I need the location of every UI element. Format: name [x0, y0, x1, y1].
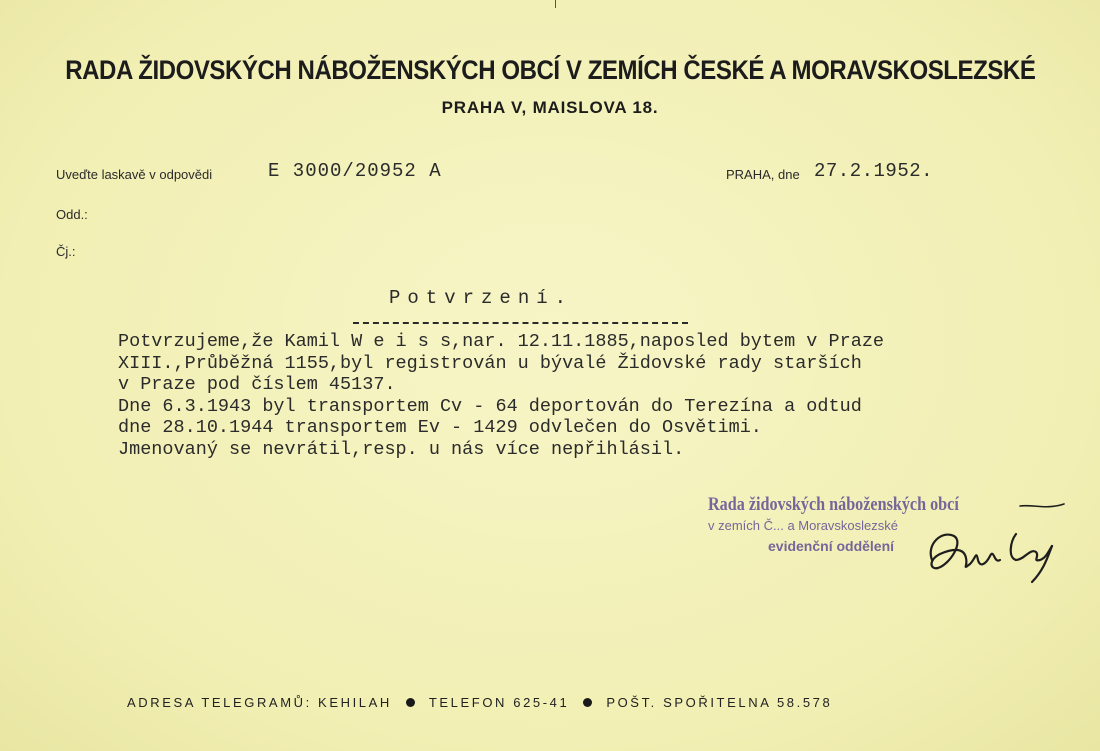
footer-telegram: ADRESA TELEGRAMŮ: KEHILAH — [127, 695, 392, 710]
document-body — [118, 331, 884, 460]
reference-label: Uveďte laskavě v odpovědi — [56, 167, 213, 182]
body-line: Jmenovaný se nevrátil,resp. u nás více nepřihlásil. — [118, 438, 685, 460]
bullet-icon — [406, 698, 415, 707]
footer-phone: TELEFON 625-41 — [428, 695, 570, 710]
letterhead-address: PRAHA V, MAISLOVA 18. — [441, 98, 659, 117]
stamp-line: Rada židovských náboženských obcí — [708, 494, 959, 515]
handwritten-signature — [920, 498, 1070, 588]
cj-label: Čj.: — [56, 244, 76, 259]
stamp-line: v zemích Č... a Moravskoslezské — [708, 518, 898, 533]
heading-underline — [353, 322, 688, 324]
body-line: XIII.,Průběžná 1155,byl registrován u bývalé Židovské rady starších — [118, 352, 862, 374]
date-label: PRAHA, dne — [726, 167, 800, 182]
body-line: Dne 6.3.1943 byl transportem Cv - 64 deportován do Terezína a odtud — [118, 395, 862, 417]
letterhead-title: RADA ŽIDOVSKÝCH NÁBOŽENSKÝCH OBCÍ V ZEMÍCH ČESKÉ A MORAVSKOSLEZSKÉ — [65, 55, 1036, 85]
reference-value: E 3000/20952 A — [268, 160, 442, 182]
footer-contact — [127, 695, 832, 710]
bullet-icon — [583, 698, 592, 707]
body-line: v Praze pod číslem 45137. — [118, 374, 396, 395]
body-line: dne 28.10.1944 transportem Ev - 1429 odvlečen do Osvětimi. — [118, 417, 762, 438]
footer-postal: POŠT. SPOŘITELNA 58.578 — [606, 695, 833, 710]
body-line: Potvrzujeme,že Kamil W e i s s,nar. 12.11.1885,naposled bytem v Praze — [118, 331, 885, 352]
stamp-line: evidenční oddělení — [768, 538, 895, 554]
date-value: 27.2.1952. — [814, 160, 934, 182]
paper-mark — [555, 0, 556, 8]
odd-label: Odd.: — [56, 207, 88, 222]
document-heading: Potvrzení. — [389, 287, 574, 309]
